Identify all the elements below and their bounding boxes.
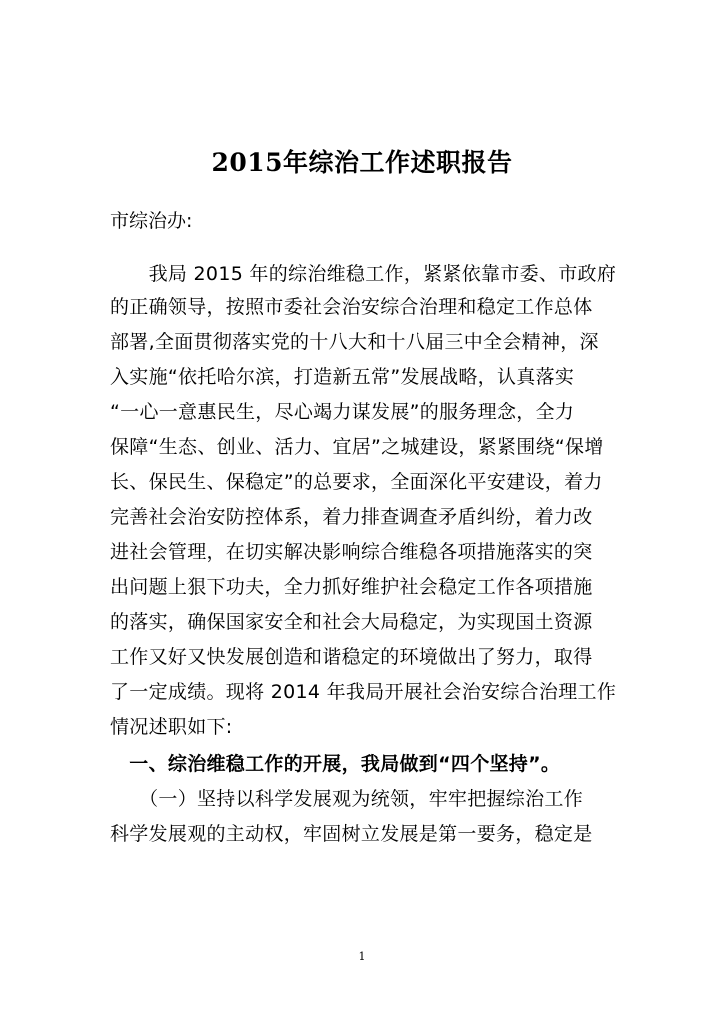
- paragraph-line: 入实施“依托哈尔滨，打造新五常”发展战略，认真落实: [110, 366, 575, 388]
- paragraph-line: 的落实，确保国家安全和社会大局稳定，为实现国土资源: [110, 611, 593, 633]
- paragraph-line: （一）坚持以科学发展观为统领，牢牢把握综治工作: [110, 788, 584, 810]
- section-heading: 一、综治维稳工作的开展，我局做到“四个坚持”。: [110, 753, 561, 775]
- paragraph-line: 进社会管理，在切实解决影响综合维稳各项措施落实的突: [110, 541, 593, 563]
- paragraph-line: 工作又好又快发展创造和谐稳定的环境做出了努力，取得: [110, 646, 593, 668]
- paragraph-line: 保障“生态、创业、活力、宜居”之城建设，紧紧围绕“保增: [110, 436, 604, 458]
- paragraph-line: 完善社会治安防控体系，着力排查调查矛盾纠纷，着力改: [110, 506, 593, 528]
- paragraph-line: 科学发展观的主动权，牢固树立发展是第一要务，稳定是: [110, 823, 593, 845]
- paragraph-line: 部署,全面贯彻落实党的十八大和十八届三中全会精神，深: [110, 331, 599, 353]
- paragraph-line: “一心一意惠民生，尽心竭力谋发展”的服务理念，全力: [110, 401, 575, 423]
- salutation: 市综治办:: [110, 210, 193, 232]
- paragraph-line: 出问题上狠下功夫，全力抓好维护社会稳定工作各项措施: [110, 576, 593, 598]
- paragraph-line: 我局 2015 年的综治维稳工作，紧紧依靠市委、市政府: [110, 263, 617, 285]
- page-number: 1: [358, 950, 366, 963]
- document-title: 2015年综治工作述职报告: [211, 148, 513, 177]
- paragraph-line: 长、保民生、保稳定”的总要求，全面深化平安建设，着力: [110, 471, 603, 493]
- paragraph-line: 情况述职如下:: [110, 716, 233, 738]
- paragraph-line: 的正确领导，按照市委社会治安综合治理和稳定工作总体: [110, 296, 593, 318]
- paragraph-line: 了一定成绩。现将 2014 年我局开展社会治安综合治理工作: [110, 681, 617, 703]
